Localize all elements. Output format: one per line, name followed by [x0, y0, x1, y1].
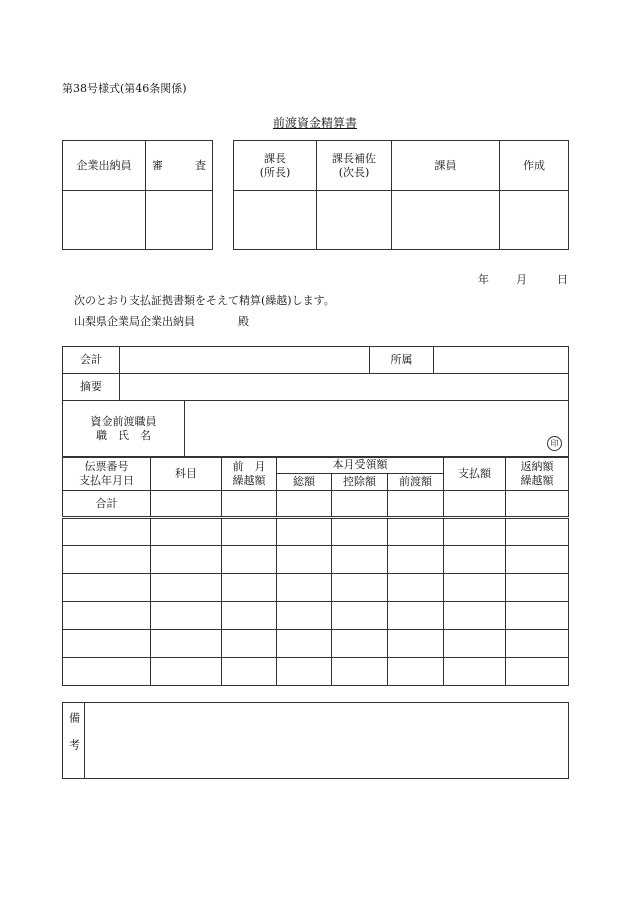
approval-header-staff: 課員	[392, 141, 500, 191]
table-cell[interactable]	[277, 630, 332, 658]
table-cell[interactable]	[222, 546, 277, 574]
table-cell[interactable]	[332, 658, 388, 686]
affiliation-label: 所属	[370, 347, 434, 374]
header-prev-month: 前 月 繰越額	[222, 457, 277, 491]
table-cell[interactable]	[222, 630, 277, 658]
date-month-label: 月	[516, 273, 527, 286]
table-cell[interactable]	[388, 630, 444, 658]
table-cell[interactable]	[151, 574, 222, 602]
table-cell[interactable]	[222, 658, 277, 686]
table-cell[interactable]	[277, 518, 332, 546]
seal-mark: 印	[547, 436, 562, 451]
approval-header-cashier: 企業出納員	[63, 141, 146, 191]
table-cell[interactable]	[332, 518, 388, 546]
sum-cell[interactable]	[151, 491, 222, 518]
approval-box-left	[62, 140, 213, 250]
approval-box-right	[233, 140, 569, 250]
header-subject: 科目	[151, 457, 222, 491]
table-cell[interactable]	[63, 574, 151, 602]
approval-cell-audit[interactable]	[146, 191, 213, 250]
approval-header-preparer: 作成	[500, 141, 569, 191]
table-row	[63, 546, 569, 574]
table-row	[63, 602, 569, 630]
table-cell[interactable]	[506, 574, 569, 602]
approval-cell-deputy-chief[interactable]	[317, 191, 392, 250]
sum-cell[interactable]	[222, 491, 277, 518]
table-cell[interactable]	[332, 546, 388, 574]
header-total: 総額	[277, 474, 332, 491]
table-cell[interactable]	[388, 574, 444, 602]
table-cell[interactable]	[332, 630, 388, 658]
table-row	[63, 518, 569, 546]
table-cell[interactable]	[63, 630, 151, 658]
table-cell[interactable]	[506, 518, 569, 546]
sum-cell[interactable]	[444, 491, 506, 518]
approval-header-audit: 審 査	[146, 141, 213, 191]
table-cell[interactable]	[444, 602, 506, 630]
table-cell[interactable]	[506, 630, 569, 658]
summary-field[interactable]	[120, 374, 569, 401]
summary-label: 摘要	[63, 374, 120, 401]
table-cell[interactable]	[388, 658, 444, 686]
date-year-label: 年	[478, 273, 489, 286]
table-cell[interactable]	[63, 518, 151, 546]
table-cell[interactable]	[277, 658, 332, 686]
table-cell[interactable]	[444, 574, 506, 602]
table-cell[interactable]	[444, 658, 506, 686]
table-cell[interactable]	[63, 658, 151, 686]
sum-cell[interactable]	[388, 491, 444, 518]
approval-cell-section-chief[interactable]	[234, 191, 317, 250]
table-cell[interactable]	[151, 658, 222, 686]
header-refund: 返納額 繰越額	[506, 457, 569, 491]
table-cell[interactable]	[444, 518, 506, 546]
account-label: 会計	[63, 347, 120, 374]
table-cell[interactable]	[222, 518, 277, 546]
approval-cell-staff[interactable]	[392, 191, 500, 250]
sum-cell[interactable]	[506, 491, 569, 518]
sum-cell[interactable]	[277, 491, 332, 518]
header-deduction: 控除額	[332, 474, 388, 491]
table-cell[interactable]	[506, 546, 569, 574]
table-cell[interactable]	[63, 602, 151, 630]
table-cell[interactable]	[151, 602, 222, 630]
approval-cell-cashier[interactable]	[63, 191, 146, 250]
table-row	[63, 658, 569, 686]
table-cell[interactable]	[506, 602, 569, 630]
ledger-table	[62, 456, 569, 686]
table-cell[interactable]	[277, 602, 332, 630]
table-cell[interactable]	[388, 546, 444, 574]
form-number: 第38号様式(第46条関係)	[62, 82, 187, 95]
table-cell[interactable]	[151, 518, 222, 546]
header-payment: 支払額	[444, 457, 506, 491]
header-advance: 前渡額	[388, 474, 444, 491]
table-cell[interactable]	[222, 574, 277, 602]
sum-cell[interactable]	[332, 491, 388, 518]
addressee-suffix: 殿	[238, 315, 249, 328]
info-table	[62, 346, 569, 458]
table-cell[interactable]	[151, 546, 222, 574]
table-cell[interactable]	[388, 518, 444, 546]
header-received: 本月受領額	[277, 457, 444, 474]
remarks-field[interactable]	[85, 703, 569, 779]
official-label: 資金前渡職員 職 氏 名	[63, 401, 185, 458]
table-cell[interactable]	[222, 602, 277, 630]
addressee: 山梨県企業局企業出納員	[74, 315, 195, 328]
date-day-label: 日	[557, 273, 568, 286]
table-cell[interactable]	[332, 602, 388, 630]
table-cell[interactable]	[63, 546, 151, 574]
remarks-label: 備考	[63, 703, 85, 779]
table-row	[63, 630, 569, 658]
table-row	[63, 574, 569, 602]
table-cell[interactable]	[332, 574, 388, 602]
table-cell[interactable]	[444, 546, 506, 574]
document-title: 前渡資金精算書	[272, 116, 357, 130]
table-cell[interactable]	[506, 658, 569, 686]
affiliation-field[interactable]	[434, 347, 569, 374]
statement-text: 次のとおり支払証拠書類をそえて精算(繰越)します。	[74, 294, 335, 307]
table-cell[interactable]	[444, 630, 506, 658]
table-cell[interactable]	[388, 602, 444, 630]
table-cell[interactable]	[277, 546, 332, 574]
sum-label: 合計	[63, 491, 151, 518]
approval-header-deputy-chief: 課長補佐 (次長)	[317, 141, 392, 191]
table-cell[interactable]	[151, 630, 222, 658]
approval-cell-preparer[interactable]	[500, 191, 569, 250]
account-field[interactable]	[120, 347, 370, 374]
approval-header-section-chief: 課長 (所長)	[234, 141, 317, 191]
official-name-field[interactable]	[185, 401, 569, 458]
header-voucher: 伝票番号 支払年月日	[63, 457, 151, 491]
table-cell[interactable]	[277, 574, 332, 602]
remarks-table	[62, 702, 569, 779]
